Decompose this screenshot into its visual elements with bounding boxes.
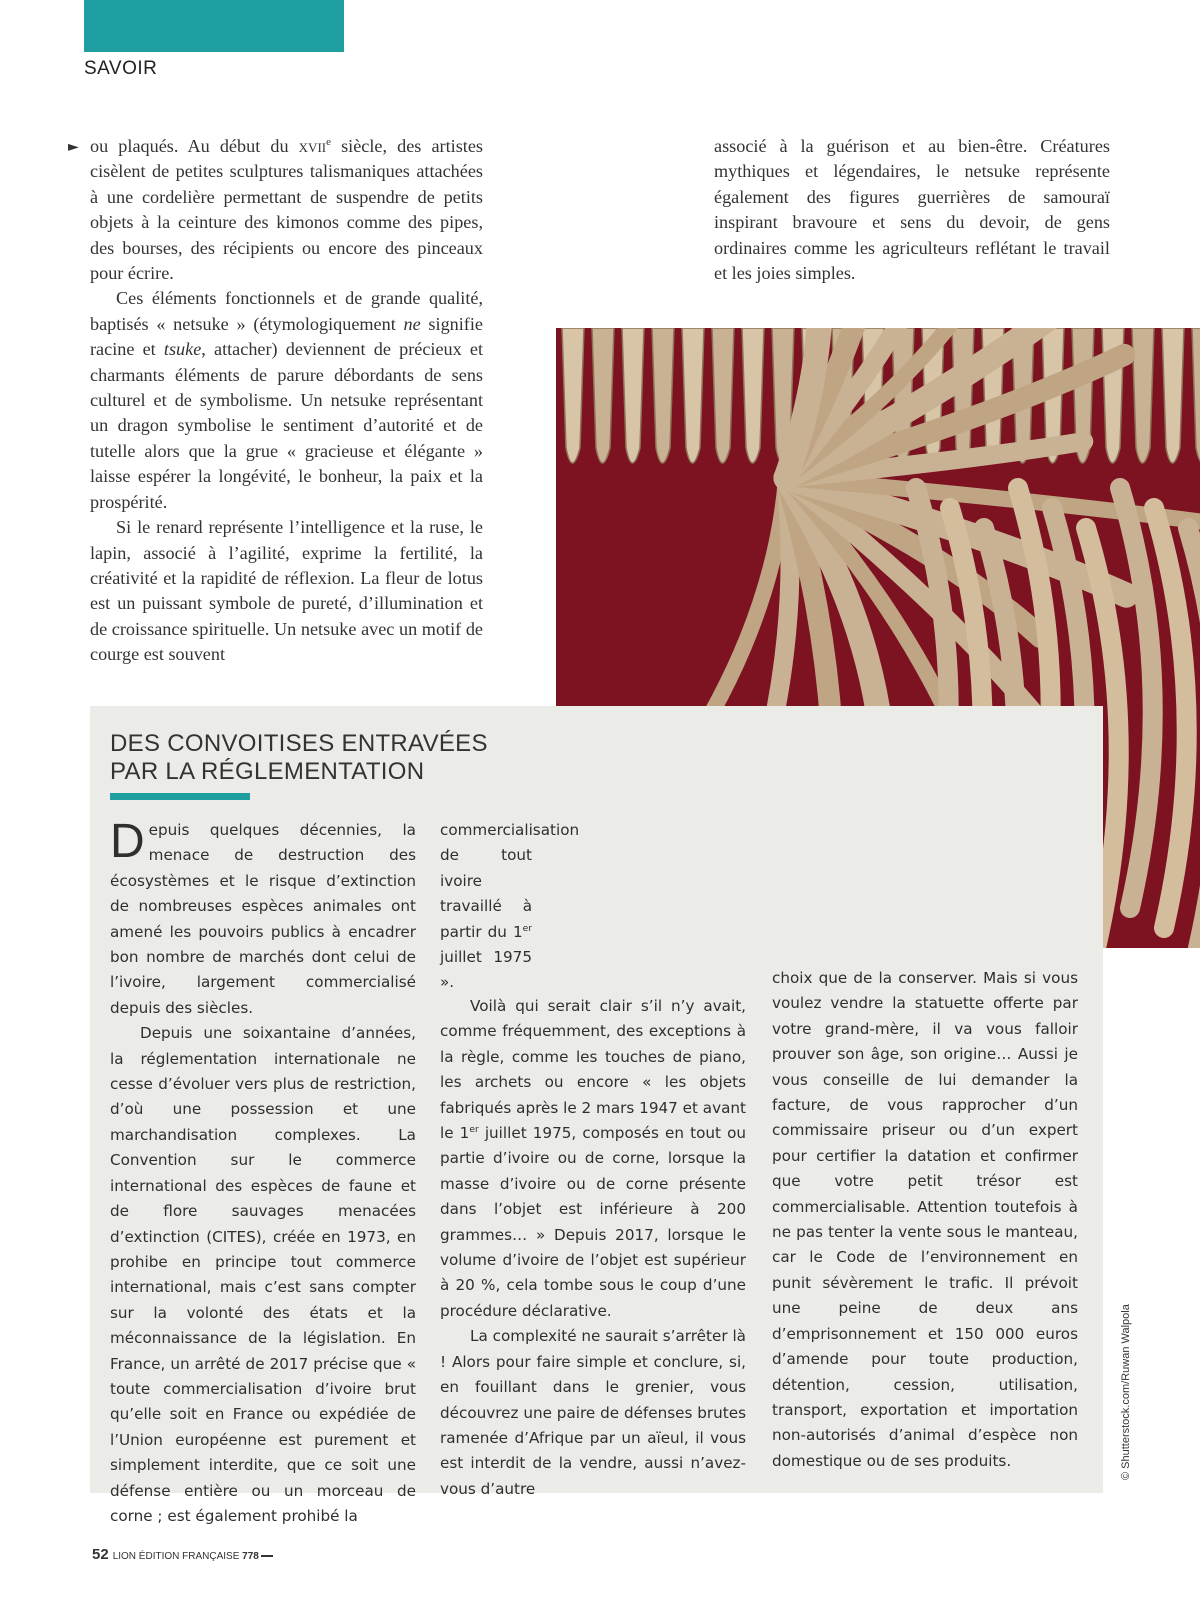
tusk: [622, 328, 644, 463]
tusk: [652, 328, 674, 463]
article-paragraph: Ces éléments fonctionnels et de grande qualité, baptisés « netsuke » (étymologiquement ne signifie racine et tsuke, attacher) deviennent de précieux et charmants éléments de parure débordants de sens culturel et de symbolisme. Un netsuke représentant un dragon symbolise le sentiment d’autorité et de tutelle alors que la grue « gracieuse et élégante » laisse espérer la longévité, le bonheur, la paix et la prospérité.: [90, 288, 484, 512]
tusk: [682, 328, 704, 463]
article-column-2: [714, 134, 1110, 286]
sidebar-column-1: [110, 815, 416, 1529]
tusk: [562, 328, 584, 463]
footer-dash: [261, 1555, 273, 1557]
section-label: SAVOIR: [84, 58, 158, 79]
sidebar-paragraph: commercialisation de tout ivoire travaillé à partir du 1er juillet 1975 ».: [440, 821, 580, 992]
article-paragraph: ou plaqués. Au début du xvii$^e$ siècle, des artistes cisèlent de petites sculptures talismaniques attachées à une cordelière permettant de suspendre de petits objets à la ceinture des kimonos comme des pipes, des bourses, des récipients ou encore des pinceaux pour écrire.: [90, 135, 483, 284]
magazine-name: LION ÉDITION FRANÇAISE: [112, 1551, 240, 1562]
sidebar-paragraph: Depuis quelques décennies, la menace de destruction des écosystèmes et le risque d’extinction de nombreuses espèces animales ont amené les pouvoirs publics à encadrer bon nombre de marchés dont celui de l’ivoire, largement commercialisé depuis des siècles.: [110, 815, 416, 1017]
header-accent-bar: [84, 0, 344, 52]
sidebar-column-3: [772, 966, 1078, 1474]
article-column-1: [90, 134, 483, 668]
tusk: [592, 328, 614, 463]
page-footer: [92, 1546, 273, 1563]
issue-number: 778: [242, 1551, 259, 1562]
page-number: 52: [92, 1546, 109, 1563]
sidebar-paragraph: Depuis une soixantaine d’années, la réglementation internationale ne cesse d’évoluer vers plus de restriction, d’où une possession et une marchandisation complexes. La Convention sur le commerce international des espèces de faune et de flore sauvages menacées d’extinction (CITES), créée en 1973, en prohibe en principe tout commerce international, mais c’est sans compter sur la volonté des états et la méconnaissance de la législation. En France, un arrêté de 2017 précise que « toute commercialisation d’ivoire brut qu’elle soit en France ou expédiée de l’Union européenne est purement et simplement interdite, que ce soit une défense entière ou un morceau de corne ; est également prohibé la: [110, 1024, 416, 1525]
sidebar-paragraph: La complexité ne saurait s’arrêter là ! Alors pour faire simple et conclure, si, en fouillant dans le grenier, vous découvrez une paire de défenses brutes ramenée d’Afrique par un aïeul, il vous est interdit de la vendre, aussi n’avez-vous d’autre: [440, 1327, 746, 1498]
sidebar-paragraph: Voilà qui serait clair s’il n’y avait, comme fréquemment, des exceptions à la règle, comme les touches de piano, les archets ou encore « les objets fabriqués après le 2 mars 1947 et avant le 1er juillet 1975, composés en tout ou partie d’ivoire ou de corne, lorsque la masse d’ivoire ou de corne présente dans l’objet est inférieure à 200 grammes… » Depuis 2017, lorsque le volume d’ivoire de l’objet est supérieur à 20 %, cela tombe sous le coup d’une procédure déclarative.: [440, 997, 746, 1320]
tusk: [1132, 328, 1154, 463]
article-paragraph: associé à la guérison et au bien-être. Créatures mythiques et légendaires, le netsuke représente également des figures guerrières de samouraï inspirant bravoure et sens du devoir, de gens ordinaires comme les agriculteurs reflétant le travail et les joies simples.: [714, 136, 1110, 284]
sidebar-paragraph: choix que de la conserver. Mais si vous voulez vendre la statuette offerte par votre grand-mère, il va vous falloir prouver son âge, son origine… Aussi je vous conseille de lui demander la facture, de vous rapprocher d’un commissaire priseur ou d’un expert pour certifier la datation et confirmer que votre petit trésor est commercialisable. Attention toutefois à ne pas tenter la vente sous le manteau, car le Code de l’environnement en punit sévèrement le trafic. Il prévoit une peine de deux ans d’emprisonnement et 150 000 euros d’amende pour toute production, détention, cession, utilisation, transport, exportation et importation non-autorisés d’animal d’espèce non domestique ou de ses produits.: [772, 969, 1078, 1470]
sidebar-column-2-top: [440, 818, 580, 996]
drop-cap: D: [110, 815, 145, 868]
tusk: [1162, 328, 1184, 463]
article-paragraph: Si le renard représente l’intelligence et la ruse, le lapin, associé à l’agilité, exprime la fertilité, la créativité et la rapidité de réflexion. La fleur de lotus est un puissant symbole de pureté, d’illumination et de croissance spirituelle. Un netsuke avec un motif de courge est souvent: [90, 517, 483, 665]
tusk: [952, 328, 974, 463]
sidebar-title: DES CONVOITISES ENTRAVÉES PAR LA RÉGLEMENTATION: [110, 730, 488, 785]
continuation-arrow-icon: ►: [68, 139, 79, 155]
sidebar-column-2: [440, 994, 746, 1502]
photo-credit: © Shutterstock.com/Ruwan Walpola: [1120, 1304, 1132, 1480]
tusk: [742, 328, 764, 463]
sidebar-title-rule: [110, 793, 250, 800]
tusk: [712, 328, 734, 463]
